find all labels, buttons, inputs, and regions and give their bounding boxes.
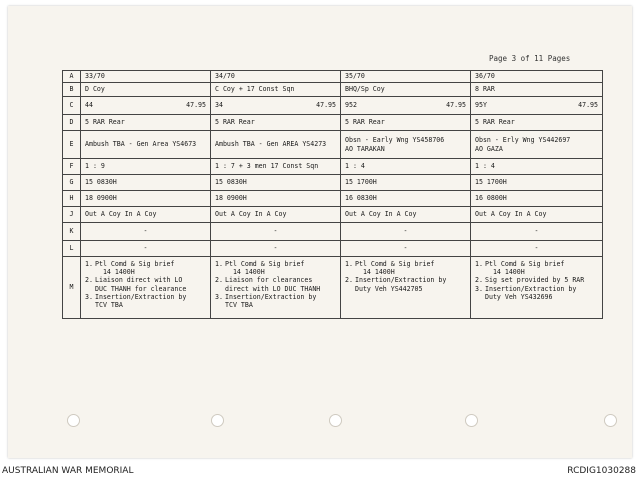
table-cell (471, 175, 603, 191)
table-row (63, 159, 603, 175)
list-item (475, 276, 598, 284)
row-key: K (63, 223, 81, 241)
cell-text: 34/70 (215, 72, 235, 81)
cell-text: 18 0900H (85, 194, 117, 203)
item-number: 1. (475, 260, 483, 268)
table-cell (81, 115, 211, 131)
row-key: H (63, 191, 81, 207)
cell-text: - (403, 244, 408, 253)
cell-text: 16 0830H (345, 194, 377, 203)
cell-text: - (534, 244, 539, 253)
table-cell (81, 207, 211, 223)
table-row (63, 207, 603, 223)
row-key: F (63, 159, 81, 175)
remarks-list (85, 260, 206, 309)
map-sheet-value: 47.95 (446, 101, 466, 110)
table-cell (81, 159, 211, 175)
table-row (63, 191, 603, 207)
item-number: 3. (85, 292, 93, 301)
list-item (215, 260, 336, 276)
table-cell (211, 223, 341, 241)
table-row-remarks (63, 257, 603, 319)
list-item (215, 293, 336, 309)
table-row (63, 115, 603, 131)
cell-text: 15 0830H (215, 178, 247, 187)
cell-text: 5 RAR Rear (215, 118, 255, 127)
table-cell (341, 83, 471, 97)
page-number-label: Page 3 of 11 Pages (489, 54, 571, 63)
table-cell (471, 191, 603, 207)
punch-hole (329, 414, 342, 427)
punch-hole (67, 414, 80, 427)
document-sheet (8, 6, 632, 458)
table-cell (471, 241, 603, 257)
table-row (63, 131, 603, 159)
cell-text: 33/70 (85, 72, 105, 81)
grid-ref-pair (475, 101, 598, 109)
cell-text: 18 0900H (215, 194, 247, 203)
table-row (63, 83, 603, 97)
table-cell (341, 71, 471, 83)
cell-text: 35/70 (345, 72, 365, 81)
table-cell (341, 131, 471, 159)
row-key: B (63, 83, 81, 97)
table-cell (341, 241, 471, 257)
cell-text: C Coy + 17 Const Sqn (215, 85, 295, 94)
list-item (85, 293, 206, 309)
remarks-cell (211, 257, 341, 319)
item-text: Insertion/Extraction by Duty Veh YS442705 (355, 276, 447, 293)
list-item (215, 276, 336, 292)
cell-text: 1 : 4 (345, 162, 365, 171)
grid-code: 952 (345, 101, 357, 110)
item-text: Liaison for clearances direct with LO DUC THANH (225, 276, 321, 293)
cell-text: 15 1700H (345, 178, 377, 187)
cell-text: 5 RAR Rear (475, 118, 515, 127)
row-key: D (63, 115, 81, 131)
item-number: 1. (345, 260, 353, 268)
cell-text: 5 RAR Rear (345, 118, 385, 127)
grid-ref-pair (345, 101, 466, 109)
cell-text: Out A Coy In A Coy (85, 210, 157, 219)
table-cell (341, 97, 471, 115)
item-number: 1. (85, 260, 93, 268)
table-cell (81, 71, 211, 83)
list-item (475, 285, 598, 301)
list-item (85, 276, 206, 292)
table-cell (211, 97, 341, 115)
item-text: Ptl Comd & Sig brief 14 1400H (355, 260, 435, 277)
archive-credit: AUSTRALIAN WAR MEMORIAL (2, 466, 134, 476)
cell-text: - (143, 227, 148, 236)
table-cell (341, 175, 471, 191)
table-cell (211, 175, 341, 191)
cell-text: Obsn - Early Wng YS458706 AO TARAKAN (345, 136, 445, 153)
grid-code: 44 (85, 101, 93, 110)
map-sheet-value: 47.95 (186, 101, 206, 110)
cell-text: 1 : 7 + 3 men 17 Const Sqn (215, 162, 319, 171)
cell-text: Ambush TBA - Gen AREA YS4273 (215, 140, 327, 149)
table-cell (471, 83, 603, 97)
document-id: RCDIG1030288 (567, 466, 636, 476)
table-cell (341, 159, 471, 175)
map-sheet-value: 47.95 (578, 101, 598, 110)
table-row (63, 223, 603, 241)
item-text: Ptl Comd & Sig brief 14 1400H (225, 260, 305, 277)
table-cell (471, 131, 603, 159)
punch-hole (211, 414, 224, 427)
item-text: Insertion/Extraction by TCV TBA (95, 292, 187, 310)
row-key: L (63, 241, 81, 257)
map-sheet-value: 47.95 (316, 101, 336, 110)
cell-text: Obsn - Erly Wng YS442697 AO GAZA (475, 136, 571, 153)
cell-text: Out A Coy In A Coy (345, 210, 417, 219)
item-number: 1. (215, 260, 223, 268)
item-number: 2. (475, 276, 483, 285)
row-key: G (63, 175, 81, 191)
cell-text: 15 1700H (475, 178, 507, 187)
cell-text: - (273, 227, 278, 236)
item-number: 2. (85, 276, 93, 285)
item-text: Sig set provided by 5 RAR (485, 276, 585, 285)
punch-hole (465, 414, 478, 427)
grid-code: 34 (215, 101, 223, 110)
table-cell (471, 159, 603, 175)
grid-code: 95Y (475, 101, 487, 110)
list-item (85, 260, 206, 276)
list-item (475, 260, 598, 276)
table-row (63, 97, 603, 115)
remarks-list (215, 260, 336, 309)
table-cell (81, 191, 211, 207)
remarks-list (475, 260, 598, 301)
remarks-list (345, 260, 466, 293)
cell-text: 15 0830H (85, 178, 117, 187)
table-cell (341, 207, 471, 223)
cell-text: - (403, 227, 408, 236)
cell-text: - (143, 244, 148, 253)
remarks-cell (341, 257, 471, 319)
table-row (63, 71, 603, 83)
table-cell (81, 175, 211, 191)
grid-ref-pair (215, 101, 336, 109)
cell-text: 1 : 4 (475, 162, 495, 171)
table-cell (211, 207, 341, 223)
cell-text: - (273, 244, 278, 253)
cell-text: 1 : 9 (85, 162, 105, 171)
cell-text: D Coy (85, 85, 105, 94)
table-cell (81, 241, 211, 257)
table-cell (81, 83, 211, 97)
table-row (63, 175, 603, 191)
row-key: M (63, 257, 81, 319)
table-cell (211, 131, 341, 159)
item-number: 2. (345, 276, 353, 285)
list-item (345, 276, 466, 292)
row-key: A (63, 71, 81, 83)
table-cell (341, 223, 471, 241)
table-cell (471, 97, 603, 115)
grid-ref-pair (85, 101, 206, 109)
table-cell (341, 191, 471, 207)
item-number: 3. (215, 292, 223, 301)
table-cell (471, 207, 603, 223)
cell-text: Out A Coy In A Coy (215, 210, 287, 219)
table-cell (471, 115, 603, 131)
table-cell (211, 115, 341, 131)
row-key: E (63, 131, 81, 159)
item-text: Ptl Comd & Sig brief 14 1400H (485, 260, 565, 277)
cell-text: 5 RAR Rear (85, 118, 125, 127)
cell-text: Ambush TBA - Gen Area YS4673 (85, 140, 197, 149)
table-cell (341, 115, 471, 131)
cell-text: - (534, 227, 539, 236)
table-cell (211, 83, 341, 97)
item-number: 3. (475, 284, 483, 293)
remarks-cell (81, 257, 211, 319)
table-cell (211, 241, 341, 257)
table-cell (471, 71, 603, 83)
table-cell (81, 97, 211, 115)
cell-text: 16 0800H (475, 194, 507, 203)
punch-hole (604, 414, 617, 427)
cell-text: 8 RAR (475, 85, 495, 94)
cell-text: BHQ/Sp Coy (345, 85, 385, 94)
list-item (345, 260, 466, 276)
item-text: Liaison direct with LO DUC THANH for clearance (95, 276, 187, 293)
cell-text: 36/70 (475, 72, 495, 81)
remarks-cell (471, 257, 603, 319)
item-text: Insertion/Extraction by TCV TBA (225, 292, 317, 310)
cell-text: Out A Coy In A Coy (475, 210, 547, 219)
item-text: Ptl Comd & Sig brief 14 1400H (95, 260, 175, 277)
table-cell (471, 223, 603, 241)
table-cell (211, 159, 341, 175)
table-row (63, 241, 603, 257)
table-cell (211, 191, 341, 207)
row-key: J (63, 207, 81, 223)
table-cell (81, 131, 211, 159)
patrol-orders-table (62, 70, 603, 319)
table-cell (211, 71, 341, 83)
item-text: Insertion/Extraction by Duty Veh YS432696 (485, 284, 577, 301)
item-number: 2. (215, 276, 223, 285)
row-key: C (63, 97, 81, 115)
table-cell (81, 223, 211, 241)
